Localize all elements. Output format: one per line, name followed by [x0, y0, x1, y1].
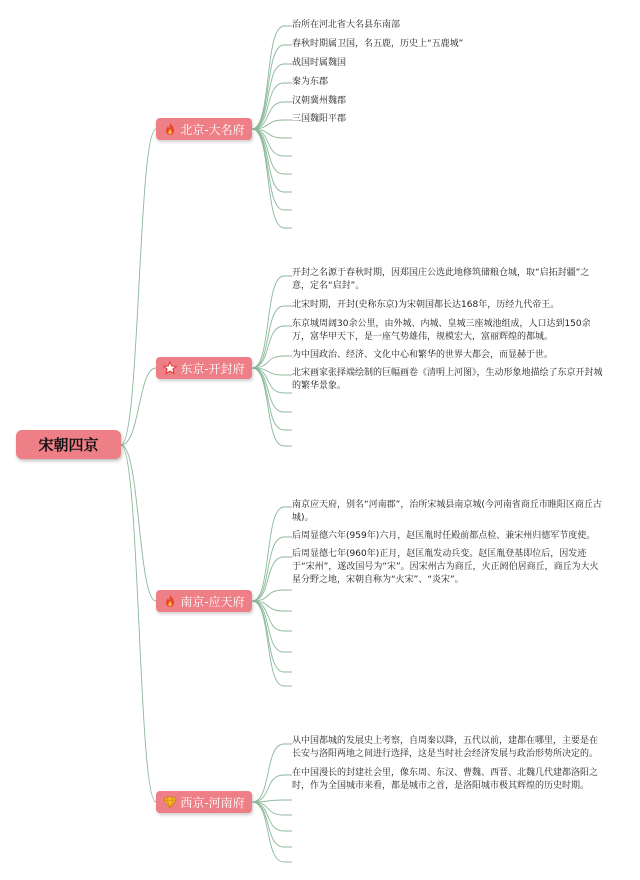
leaf-text: 在中国漫长的封建社会里，像东周、东汉、曹魏、西晋、北魏几代建都洛阳之时，作为全国城市来看，都是城市之首，是洛阳城市极其辉煌的历史时期。: [292, 768, 599, 791]
branch-node-dongjing[interactable]: [156, 357, 252, 379]
leaf-text: 开封之名源于春秋时期，因郑国庄公选此地修筑储粮仓城，取“启拓封疆”之意，定名“启封”。: [292, 268, 590, 291]
root-branch-connector: [121, 445, 156, 601]
branch-label: 东京-开封府: [180, 361, 245, 376]
root-branch-connector: [121, 368, 156, 445]
leaf-connector: [252, 802, 292, 831]
leaf-connector: [252, 744, 292, 802]
leaf-text: 北宋时期，开封(史称东京)为宋朝国都长达168年，历经九代帝王。: [292, 300, 560, 310]
star-icon: [163, 361, 177, 375]
branch-label: 北京-大名府: [180, 122, 245, 137]
leaf-text: 北宋画家张择端绘制的巨幅画卷《清明上河图》，生动形象地描绘了东京开封城的繁华景象。: [292, 368, 603, 391]
leaf-text: 为中国政治、经济、文化中心和繁华的世界大都会，而显赫于世。: [292, 350, 554, 360]
leaf-connector: [252, 537, 292, 601]
leaf-text: 南京应天府，别名“河南郡”，治所宋城县南京城(今河南省商丘市睢阳区商丘古城)。: [292, 500, 602, 523]
leaf-text: 治所在河北省大名县东南部: [292, 20, 401, 30]
leaf-connector: [252, 45, 292, 129]
branch-node-beijing[interactable]: [156, 118, 252, 140]
fire-icon: [163, 594, 177, 608]
leaf-connector: [252, 775, 292, 802]
branch-label: 南京-应天府: [180, 594, 245, 609]
leaf-text: 汉朝冀州魏郡: [292, 96, 347, 106]
leaf-text: 三国魏阳平郡: [292, 114, 347, 124]
root-branch-connector: [121, 129, 156, 445]
leaf-connector: [252, 368, 292, 430]
gem-icon: [163, 795, 177, 809]
branch-node-xijing[interactable]: [156, 791, 252, 813]
leaf-text: 秦为东郡: [292, 77, 329, 87]
leaf-text: 从中国都城的发展史上考察，自周秦以降，五代以前，建都在哪里，主要是在长安与洛阳两地之间进行选择，这是当时社会经济发展与政治形势所决定的。: [292, 736, 599, 759]
leaf-text: 后周显德七年(960年)正月，赵匡胤发动兵变。赵匡胤登基即位后，因发迹于“宋州”，遂改国号为“宋”。因宋州古为商丘，火正阏伯居商丘，商丘为大火星分野之地，宋朝自称为“火宋”、“炎宋”。: [292, 549, 599, 585]
leaf-connector: [252, 601, 292, 672]
leaf-text: 战国时属魏国: [292, 58, 347, 68]
leaf-text: 春秋时期属卫国，名五鹿，历史上“五鹿城”: [292, 39, 464, 49]
leaf-text: 东京城周阔30余公里，由外城、内城、皇城三座城池组成，人口达到150余万，富华甲天下，是一座气势雄伟，规模宏大，富丽辉煌的都城。: [292, 319, 591, 342]
root-label: 宋朝四京: [38, 436, 99, 454]
leaf-connector: [252, 601, 292, 631]
root-branch-connector: [121, 445, 156, 802]
leaf-connector: [252, 368, 292, 446]
branch-node-nanjing[interactable]: [156, 590, 252, 612]
leaf-connector: [252, 601, 292, 686]
leaf-connector: [252, 129, 292, 210]
leaf-connector: [252, 276, 292, 368]
leaf-connector: [252, 64, 292, 129]
branch-label: 西京-河南府: [180, 795, 245, 810]
leaf-connector: [252, 802, 292, 862]
leaf-connector: [252, 507, 292, 601]
root-node[interactable]: [16, 430, 121, 459]
fire-icon: [163, 122, 177, 136]
leaf-text: 后周显德六年(959年)六月，赵匡胤时任殿前都点检、兼宋州归德军节度使。: [292, 531, 596, 541]
leaf-connector: [252, 557, 292, 601]
leaf-connector: [252, 326, 292, 368]
